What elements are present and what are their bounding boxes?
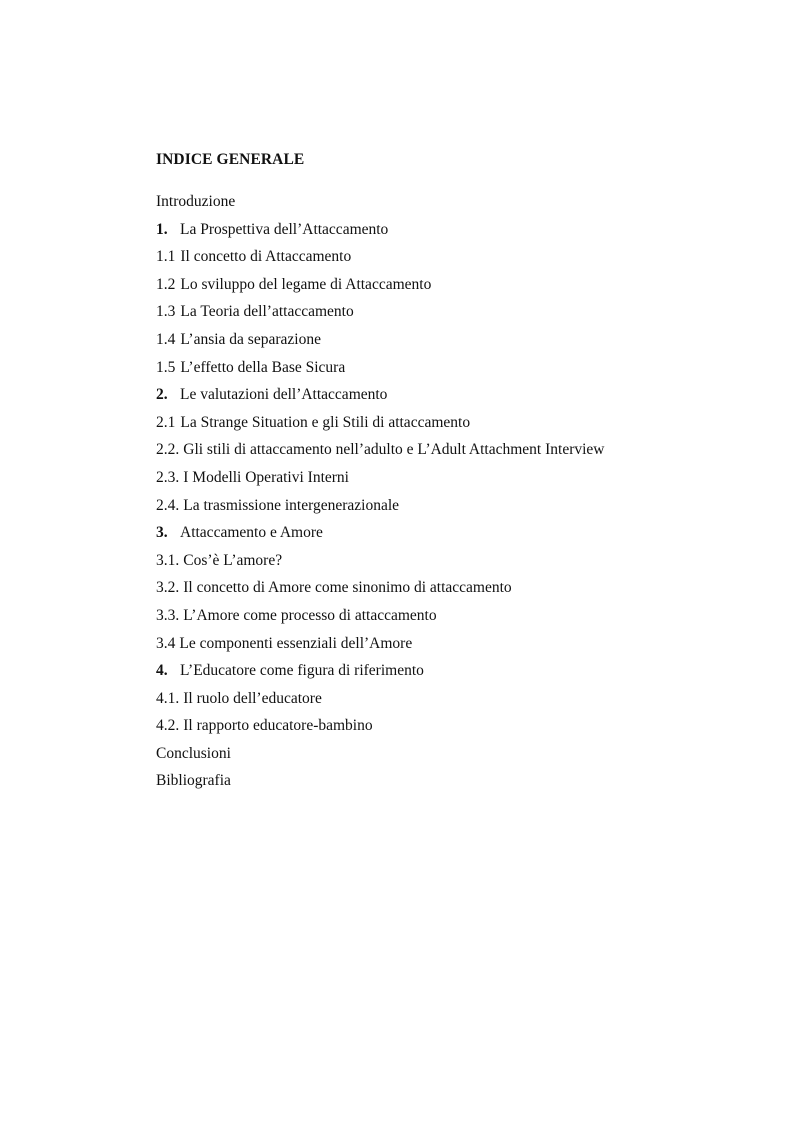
toc-entry-text: La Teoria dell’attaccamento <box>180 303 354 321</box>
toc-entry <box>156 413 605 441</box>
toc-entry-number: 2. <box>156 386 168 404</box>
toc-entry-text: Lo sviluppo del legame di Attaccamento <box>180 275 432 293</box>
toc-entry-text: L’Amore come processo di attaccamento <box>183 606 437 624</box>
toc-list <box>156 192 605 799</box>
toc-entry <box>156 496 605 524</box>
toc-entry-text: Conclusioni <box>156 744 231 762</box>
toc-entry <box>156 358 605 386</box>
toc-entry <box>156 192 605 220</box>
toc-entry-number: 1. <box>156 220 168 238</box>
toc-entry-number: 1.3 <box>156 303 176 321</box>
toc-entry-number: 4.1. <box>156 689 180 707</box>
toc-entry-number: 3.2. <box>156 579 180 597</box>
toc-entry <box>156 578 605 606</box>
toc-entry-number: 3.4 <box>156 634 176 652</box>
toc-entry <box>156 606 605 634</box>
toc-entry-number: 2.1 <box>156 413 176 431</box>
toc-entry-number: 4.2. <box>156 717 180 735</box>
toc-entry <box>156 744 605 772</box>
toc-entry-text: Il concetto di Amore come sinonimo di attaccamento <box>183 579 512 597</box>
toc-entry-text: La trasmissione intergenerazionale <box>183 496 400 514</box>
toc-entry <box>156 661 605 689</box>
toc-entry <box>156 771 605 799</box>
toc-entry-number: 3.3. <box>156 606 180 624</box>
toc-entry-text: Attaccamento e Amore <box>180 524 323 542</box>
toc-entry-number: 1.1 <box>156 248 176 266</box>
toc-entry-text: Bibliografia <box>156 772 231 790</box>
toc-entry <box>156 689 605 717</box>
toc-entry <box>156 220 605 248</box>
toc-heading: INDICE GENERALE <box>156 151 305 168</box>
toc-entry <box>156 523 605 551</box>
toc-entry-text: La Prospettiva dell’Attaccamento <box>180 220 389 238</box>
toc-entry-text: Il concetto di Attaccamento <box>180 248 352 266</box>
toc-entry <box>156 634 605 662</box>
toc-entry-text: Cos’è L’amore? <box>183 551 283 569</box>
toc-entry-number: 1.5 <box>156 358 176 376</box>
toc-entry-text: Il rapporto educatore-bambino <box>183 717 373 735</box>
toc-entry-number: 1.4 <box>156 330 176 348</box>
toc-entry-number: 1.2 <box>156 275 176 293</box>
toc-entry-number: 4. <box>156 662 168 680</box>
toc-entry-number: 2.2. <box>156 441 180 459</box>
toc-entry-text: Il ruolo dell’educatore <box>183 689 322 707</box>
toc-entry-text: L’Educatore come figura di riferimento <box>180 662 424 680</box>
toc-entry-number: 3.1. <box>156 551 180 569</box>
toc-entry <box>156 302 605 330</box>
toc-entry <box>156 551 605 579</box>
toc-entry-text: I Modelli Operativi Interni <box>183 468 349 486</box>
toc-entry-text: L’ansia da separazione <box>180 330 321 348</box>
toc-entry <box>156 468 605 496</box>
toc-entry-text: Le componenti essenziali dell’Amore <box>179 634 413 652</box>
toc-entry-text: Le valutazioni dell’Attaccamento <box>180 386 388 404</box>
toc-entry-number: 2.3. <box>156 468 180 486</box>
toc-entry-text: L’effetto della Base Sicura <box>180 358 346 376</box>
toc-entry-text: La Strange Situation e gli Stili di attaccamento <box>180 413 471 431</box>
toc-entry-number: 2.4. <box>156 496 180 514</box>
toc-entry-text: Gli stili di attaccamento nell’adulto e L’Adult Attachment Interview <box>183 441 605 459</box>
toc-entry-number: 3. <box>156 524 168 542</box>
toc-entry <box>156 330 605 358</box>
toc-entry <box>156 275 605 303</box>
toc-entry <box>156 716 605 744</box>
toc-entry <box>156 385 605 413</box>
toc-entry <box>156 440 605 468</box>
toc-entry-text: Introduzione <box>156 193 236 210</box>
toc-entry <box>156 247 605 275</box>
